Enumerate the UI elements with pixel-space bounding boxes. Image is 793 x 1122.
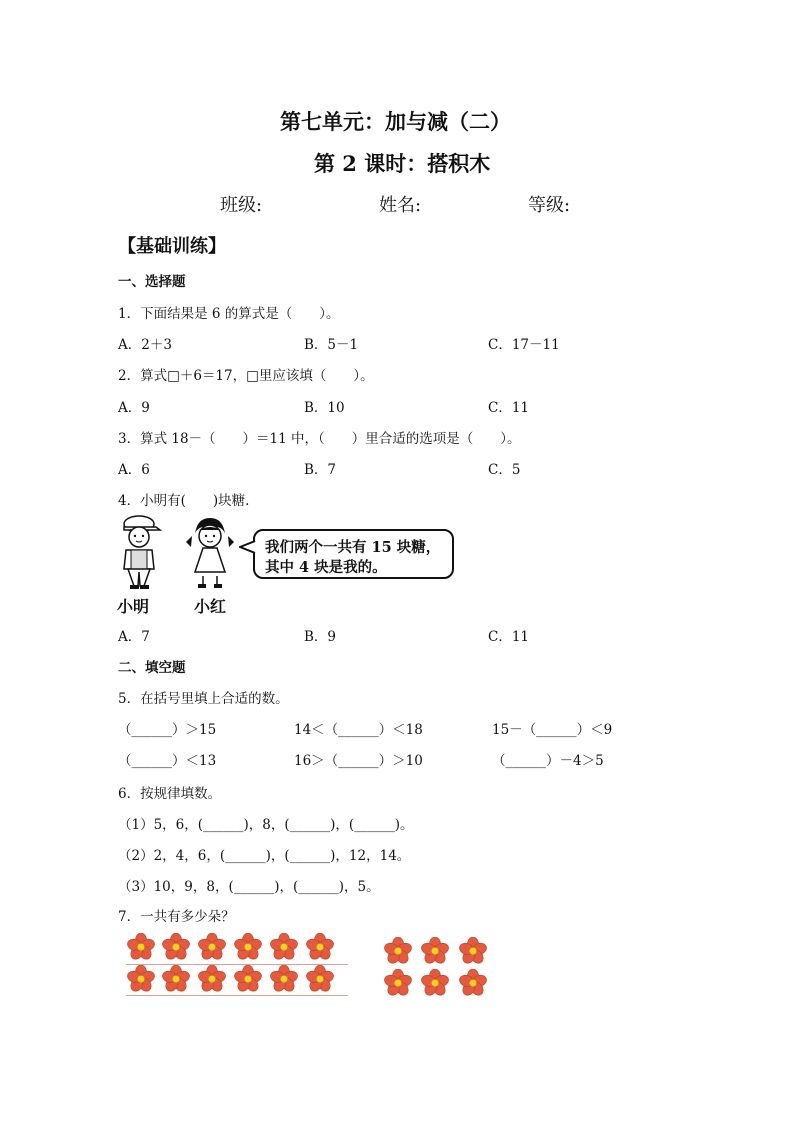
flower-icon (459, 937, 487, 965)
flower-icon (234, 965, 262, 993)
part1-heading: 一、选择题 (118, 274, 186, 290)
q5-blank-1[interactable]: （______）＞15 (118, 722, 217, 738)
q4-option-a: A．7 (118, 629, 150, 645)
flower-icon (270, 965, 298, 993)
question-6: 6．按规律填数。 (118, 786, 222, 802)
q4-option-c: C．11 (488, 629, 530, 645)
girl-illustration (183, 514, 237, 590)
flower-icon (421, 969, 449, 997)
q6-line-2[interactable]: （2）2，4，6，(______)，(______)，12，14。 (118, 848, 411, 864)
flower-icon (162, 965, 190, 993)
question-1: 1．下面结果是 6 的算式是（ ）。 (118, 306, 340, 322)
q5-blank-6[interactable]: （______）－4＞5 (492, 753, 604, 769)
speech-bubble (253, 529, 454, 579)
question-2: 2．算式□＋6＝17，□里应该填（ ）。 (118, 368, 374, 384)
q5-blank-2[interactable]: 14＜（______）＜18 (294, 722, 423, 738)
name-label: 姓名: (379, 195, 422, 216)
q6-line-1[interactable]: （1）5，6，(______)，8，(______)，(______)。 (118, 817, 414, 833)
q1-option-c: C．17－11 (488, 337, 560, 353)
question-7: 7．一共有多少朵？ (118, 909, 235, 925)
unit-title: 第七单元：加与减（二） (280, 109, 511, 134)
flower-icon (459, 969, 487, 997)
q3-option-b: B．7 (304, 462, 337, 478)
flower-row-underline (126, 995, 348, 996)
q1-option-b: B．5－1 (304, 337, 359, 353)
grade-label: 等级: (528, 195, 571, 216)
flower-icon (421, 937, 449, 965)
q4-option-b: B．9 (304, 629, 337, 645)
question-5: 5．在括号里填上合适的数。 (118, 691, 289, 707)
bubble-line-2: 其中 4 块是我的。 (265, 559, 387, 576)
flower-icon (384, 937, 412, 965)
q3-option-c: C．5 (488, 462, 521, 478)
flower-icon (234, 933, 262, 961)
bubble-line-1: 我们两个一共有 15 块糖， (265, 539, 441, 556)
q6-line-3[interactable]: （3）10，9，8，(______)，(______)，5。 (118, 879, 380, 895)
flower-icon (162, 933, 190, 961)
q5-blank-5[interactable]: 16＞（______）＞10 (294, 753, 423, 769)
section-title: 【基础训练】 (118, 236, 226, 257)
flower-icon (127, 965, 155, 993)
part2-heading: 二、填空题 (118, 660, 186, 676)
question-3: 3．算式 18－（ ）＝11 中，（ ）里合适的选项是（ ）。 (118, 431, 521, 447)
flower-icon (127, 933, 155, 961)
boy-name: 小明 (117, 597, 150, 616)
flower-icon (384, 969, 412, 997)
q2-option-b: B．10 (304, 400, 345, 416)
class-label: 班级: (220, 195, 263, 216)
flower-icon (198, 933, 226, 961)
q5-blank-4[interactable]: （______）＜13 (118, 753, 217, 769)
q1-option-a: A．2＋3 (118, 337, 172, 353)
q5-blank-3[interactable]: 15－（______）＜9 (492, 722, 613, 738)
lesson-title: 第 2 课时：搭积木 (314, 151, 491, 176)
q3-option-a: A．6 (118, 462, 150, 478)
question-4: 4．小明有( )块糖. (118, 493, 250, 509)
flower-icon (198, 965, 226, 993)
flower-icon (306, 965, 334, 993)
boy-illustration (114, 514, 164, 590)
q2-option-c: C．11 (488, 400, 530, 416)
bubble-tail (239, 540, 257, 554)
q2-option-a: A．9 (118, 400, 150, 416)
flower-icon (270, 933, 298, 961)
girl-name: 小红 (194, 597, 227, 616)
flower-icon (306, 933, 334, 961)
